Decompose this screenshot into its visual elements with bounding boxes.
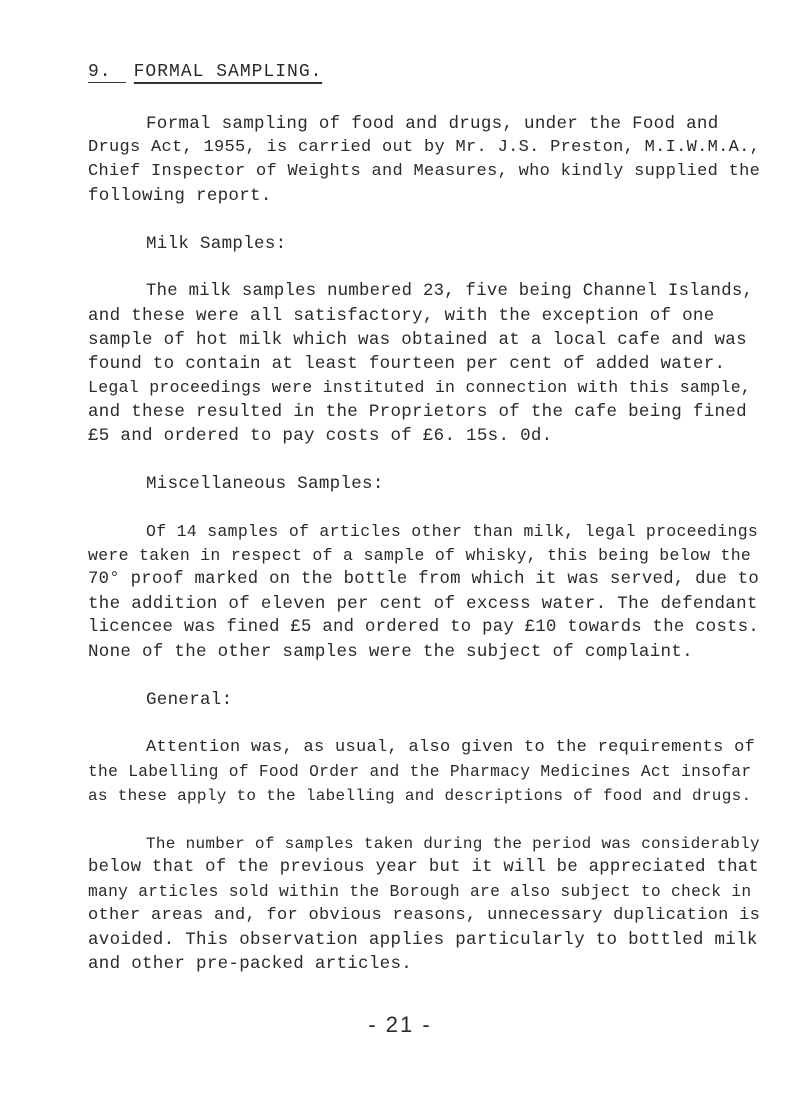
milk-line: £5 and ordered to pay costs of £6. 15s. 0d.	[88, 426, 553, 446]
general-line: Attention was, as usual, also given to the requirements of	[146, 738, 756, 757]
general-line: many articles sold within the Borough are also subject to check in	[88, 882, 752, 901]
general-line: as these apply to the labelling and descriptions of food and drugs.	[88, 787, 752, 805]
misc-line: 70° proof marked on the bottle from which it was served, due to	[88, 570, 760, 589]
general-heading: General:	[146, 690, 233, 710]
milk-line: sample of hot milk which was obtained at a local cafe and was	[88, 330, 747, 350]
misc-line: the addition of eleven per cent of excess water. The defendant	[88, 594, 758, 614]
general-line: The number of samples taken during the period was considerably	[146, 835, 760, 853]
misc-line: were taken in respect of a sample of whisky, this being below the	[88, 546, 752, 565]
misc-line: licencee was fined £5 and ordered to pay £10 towards the costs.	[88, 618, 760, 637]
general-line: avoided. This observation applies particularly to bottled milk	[88, 930, 758, 950]
intro-line: Drugs Act, 1955, is carried out by Mr. J.S. Preston, M.I.W.M.A.,	[88, 138, 761, 157]
general-line: other areas and, for obvious reasons, unnecessary duplication is	[88, 906, 761, 925]
milk-heading: Milk Samples:	[146, 234, 287, 254]
section-heading	[88, 62, 322, 84]
page-number: - 21 -	[368, 1012, 432, 1037]
intro-line: Chief Inspector of Weights and Measures, who kindly supplied the	[88, 162, 761, 181]
misc-line: Of 14 samples of articles other than milk, legal proceedings	[146, 522, 759, 541]
general-line: and other pre-packed articles.	[88, 954, 413, 974]
misc-heading: Miscellaneous Samples:	[146, 474, 384, 494]
milk-line: Legal proceedings were instituted in connection with this sample,	[88, 378, 752, 397]
misc-line: None of the other samples were the subject of complaint.	[88, 642, 693, 662]
milk-line: and these resulted in the Proprietors of the cafe being fined	[88, 402, 747, 422]
milk-line: The milk samples numbered 23, five being Channel Islands,	[146, 282, 754, 301]
section-number: 9.	[88, 62, 126, 83]
general-line: below that of the previous year but it will be appreciated that	[88, 858, 760, 877]
milk-line: and these were all satisfactory, with the exception of one	[88, 306, 715, 326]
milk-line: found to contain at least fourteen per cent of added water.	[88, 354, 726, 374]
section-title: FORMAL SAMPLING.	[133, 62, 323, 82]
intro-line: Formal sampling of food and drugs, under the Food and	[146, 114, 719, 134]
general-line: the Labelling of Food Order and the Pharmacy Medicines Act insofar	[88, 762, 752, 781]
intro-line: following report.	[88, 186, 272, 206]
